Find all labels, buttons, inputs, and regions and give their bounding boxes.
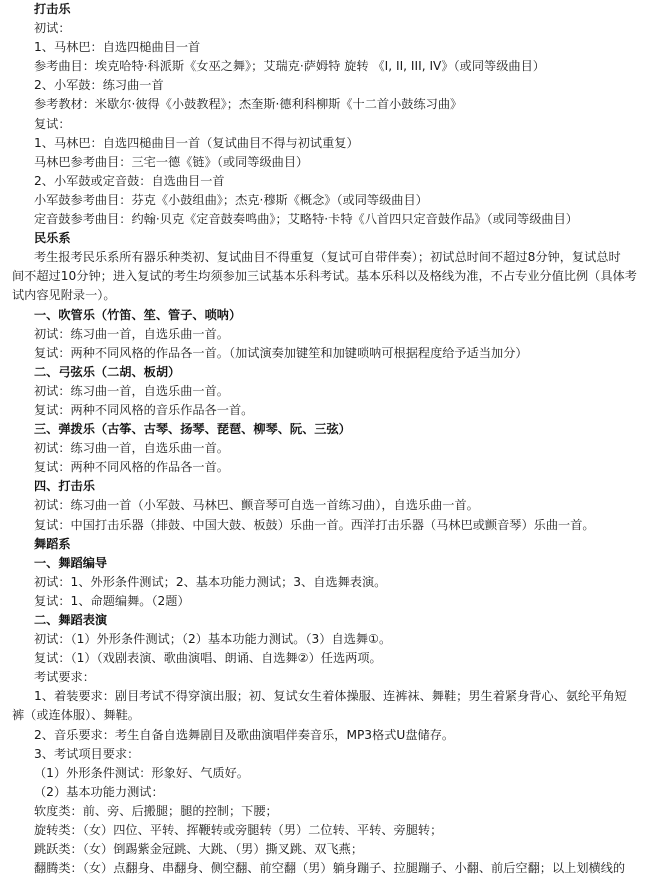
text-line: 跳跃类：（女）倒踢紫金冠跳、大跳、（男）撕叉跳、双飞燕； (34, 842, 364, 857)
text-line: 初试：1、外形条件测试；2、基本功能力测试；3、自选舞表演。 (34, 574, 387, 589)
text-line: 复试：1、命题编舞。（2题） (34, 593, 190, 608)
section-heading: 民乐系 (34, 231, 71, 246)
text-line: 翻腾类：（女）点翻身、串翻身、侧空翻、前空翻（男）躺身蹦子、拉腿蹦子、小翻、前后空翻；以上划横线的 (34, 861, 626, 876)
text-line: 软度类：前、旁、后搬腿；腿的控制；下腰； (34, 803, 278, 818)
text-line: 裤（或连体服）、舞鞋。 (12, 708, 140, 723)
text-line: 2、音乐要求：考生自备自选舞剧目及歌曲演唱伴奏音乐，MP3格式U盘储存。 (34, 727, 455, 742)
text-line: 初试：练习曲一首（小军鼓、马林巴、颤音琴可自选一首练习曲），自选乐曲一首。 (34, 498, 479, 513)
text-line: 考生报考民乐系所有器乐种类初、复试曲目不得重复（复试可自带伴奏）；初试总时间不超过8分钟，复试总时 (34, 250, 621, 265)
section-heading: 一、吹管乐（竹笛、笙、管子、唢呐） (34, 307, 242, 322)
text-line: 间不超过10分钟；进入复试的考生均须参加三试基本乐科考试。基本乐科以及格线为准，不占专业分值比例（具体考 (12, 269, 637, 284)
text-line: 复试： (34, 116, 71, 131)
text-line: 小军鼓参考曲目：芬克《小鼓组曲》；杰克·穆斯《概念》（或同等级曲目） (34, 192, 428, 207)
section-heading: 打击乐 (34, 2, 71, 16)
text-line: 定音鼓参考曲目：约翰·贝克《定音鼓奏鸣曲》；艾略特·卡特《八首四只定音鼓作品》（或同等级曲目） (34, 212, 578, 227)
text-line: （2）基本功能力测试： (34, 784, 164, 799)
section-heading: 舞蹈系 (34, 536, 71, 551)
text-line: 初试： (34, 21, 71, 36)
text-line: （1）外形条件测试：形象好、气质好。 (34, 765, 249, 780)
text-line: 复试：两种不同风格的作品各一首。 (34, 460, 229, 475)
text-line: 旋转类：（女）四位、平转、挥鞭转或旁腿转（男）二位转、平转、旁腿转； (34, 823, 443, 838)
section-heading: 一、舞蹈编导 (34, 555, 108, 570)
text-line: 试内容见附录一）。 (12, 288, 116, 303)
text-line: 1、着装要求：剧目考试不得穿演出服；初、复试女生着体操服、连裤袜、舞鞋；男生着紧身背心、氨纶平角短 (34, 689, 627, 704)
text-line: 1、马林巴：自选四槌曲目一首 (34, 40, 201, 55)
text-line: 复试：（1）（戏剧表演、歌曲演唱、朗诵、自选舞②）任选两项。 (34, 651, 382, 666)
text-line: 参考曲目：埃克哈特·科派斯《女巫之舞》；艾瑞克·萨姆特 旋转 《I, II, III, IV》（或同等级曲目） (34, 59, 545, 74)
text-line: 初试：（1）外形条件测试；（2）基本功能力测试。（3）自选舞①。 (34, 632, 392, 647)
text-line: 初试：练习曲一首，自选乐曲一首。 (34, 441, 229, 456)
text-line: 2、小军鼓：练习曲一首 (34, 78, 164, 93)
text-line: 复试：两种不同风格的作品各一首。（加试演奏加键笙和加键唢呐可根据程度给予适当加分） (34, 345, 528, 360)
text-line: 复试：两种不同风格的音乐作品各一首。 (34, 402, 254, 417)
section-heading: 二、舞蹈表演 (34, 613, 108, 627)
text-line: 2、小军鼓或定音鼓：自选曲目一首 (34, 173, 225, 188)
text-line: 初试：练习曲一首，自选乐曲一首。 (34, 383, 229, 398)
text-line: 复试：中国打击乐器（排鼓、中国大鼓、板鼓）乐曲一首。西洋打击乐器（马林巴或颤音琴）乐曲一首。 (34, 517, 595, 532)
text-line: 考试要求： (34, 670, 95, 685)
text-line: 3、考试项目要求： (34, 746, 140, 761)
section-heading: 四、打击乐 (34, 479, 95, 494)
section-heading: 二、弓弦乐（二胡、板胡） (34, 364, 181, 379)
text-line: 马林巴参考曲目：三宅一德《链》（或同等级曲目） (34, 154, 309, 169)
text-line: 参考教材：米歇尔·彼得《小鼓教程》；杰奎斯·德利科柳斯《十二首小鼓练习曲》 (34, 97, 463, 112)
text-line: 1、马林巴：自选四槌曲目一首（复试曲目不得与初试重复） (34, 135, 359, 150)
text-line: 初试：练习曲一首，自选乐曲一首。 (34, 326, 229, 341)
section-heading: 三、弹拨乐（古筝、古琴、扬琴、琵琶、柳琴、阮、三弦） (34, 422, 351, 437)
